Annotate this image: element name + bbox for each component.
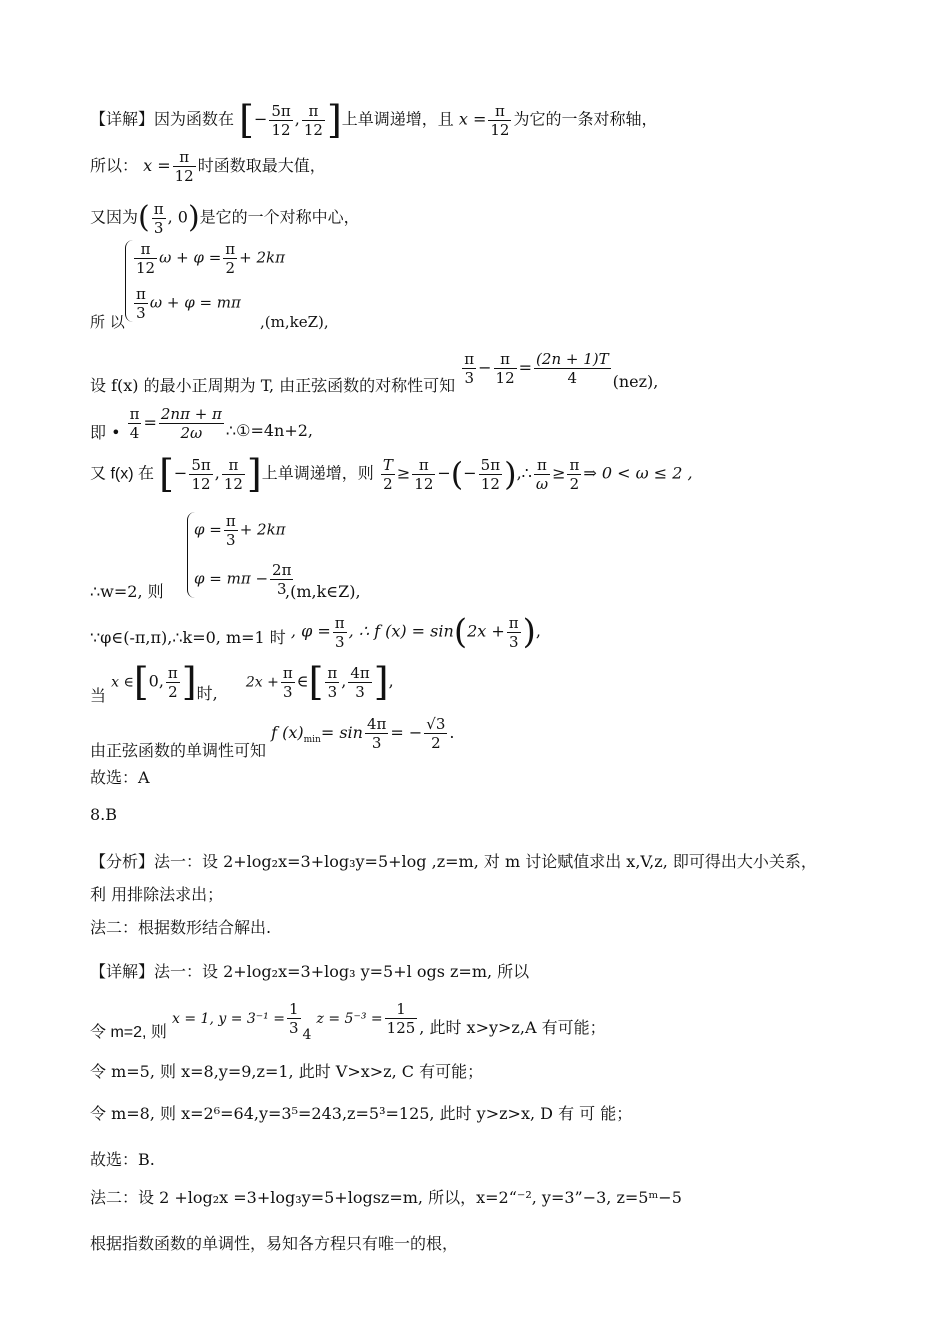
text-range: ,(m,keZ), xyxy=(260,313,329,331)
minus: − xyxy=(173,463,188,483)
equals: = xyxy=(143,413,157,432)
detail-line-10: 当 x ∈[0, $\frac{\pi}{2}$ ]时, 2x + $\frac{\pi}{3}$ ∈[ $\frac{\pi}{3}$ , $\frac{4\pi}{3}$ ], xyxy=(90,660,394,705)
minus-sign: − xyxy=(253,109,268,129)
fraction-pi-12-axis: $\frac{\pi}{12}$ xyxy=(490,101,510,139)
detail-line-8 xyxy=(90,582,890,602)
fraction-pi-12: $\frac{\pi}{12}$ xyxy=(174,148,194,185)
text-omega-result: ∴①=4n+2, xyxy=(225,421,314,440)
x-equals: x = xyxy=(458,109,487,129)
analysis-line-3: 法二：根据数形结合解出. xyxy=(90,918,272,937)
system-row-1: $\frac{\pi}{12}$ ω + φ = $\frac{\pi}{2}$ + 2kπ xyxy=(136,240,285,277)
fraction-pi-12: $\frac{\pi}{12}$ xyxy=(303,101,323,139)
text-period: 设 f(x) 的最小正周期为 T, 由正弦函数的对称性可知 xyxy=(90,376,456,395)
x-equals: x = xyxy=(143,156,171,175)
text-w2-then: ∴w=2, 则 xyxy=(90,582,164,601)
problem-number-8: 8.B xyxy=(90,805,118,824)
detail-b-line-3: 令 m=5, 则 x=8,y=9,z=1, 此时 V>x>z, C 有可能； xyxy=(90,1062,484,1081)
system-row-2: $\frac{\pi}{3}$ ω + φ = mπ xyxy=(136,285,241,322)
text-when: 当 xyxy=(90,685,107,705)
fraction-5pi-12: $\frac{5\pi}{12}$ xyxy=(271,101,291,139)
text-max: 时函数取最大值， xyxy=(197,156,326,175)
method-two-line-2: 根据指数函数的单调性，易知各方程只有唯一的根， xyxy=(90,1234,459,1253)
fraction-pi-3: $\frac{\pi}{3}$ xyxy=(464,350,475,387)
method-two-line-1: 法二：设 2 +log₂x =3+log₃y=5+logsz=m, 所以，x=2“⁻², y=3”−3, z=5ᵐ−5 xyxy=(90,1188,682,1207)
minus: − xyxy=(478,358,492,377)
equals: = xyxy=(518,358,533,377)
detail-b-line-1: 【详解】法一：设 2+log₂x=3+log₃ y=5+l ogs z=m, 所以 xyxy=(90,962,530,981)
detail-line-2 xyxy=(90,148,890,185)
detail-line-6 xyxy=(90,405,890,442)
detail-line-3: 又因为( $\frac{\pi}{3}$ , 0)是它的一个对称中心， xyxy=(90,199,360,237)
text-also-f: 又 f(x) 在 xyxy=(90,465,154,483)
text-nez: (nez), xyxy=(612,372,659,391)
text-monotonic: 由正弦函数的单调性可知 xyxy=(90,741,267,760)
text-center: 是它的一个对称中心， xyxy=(199,207,360,227)
fraction-pi-3: $\frac{\pi}{3}$ xyxy=(153,199,164,237)
answer-line-a: 故选：A xyxy=(90,768,150,787)
equation-system-1 xyxy=(125,240,285,322)
detail-label: 【详解】因为函数在 xyxy=(90,109,235,129)
detail-line-9: ∵φ∈(-π,π),∴k=0, m=1 时 , φ = $\frac{\pi}{3}$ , ∴ f (x) = sin(2x + $\frac{\pi}{3}$ ), xyxy=(90,612,541,652)
zero: , 0 xyxy=(167,207,188,227)
text-axis: 为它的一条对称轴， xyxy=(513,109,658,129)
detail-line-11: 由正弦函数的单调性可知 f $(x)_{min}= \sin$ $\frac{4\pi}{3}$ = − $\frac{√3}{2}$ . xyxy=(90,715,455,760)
text-phi-range: ∵φ∈(-π,π),∴k=0, m=1 时 xyxy=(90,627,286,647)
text-increasing: 上单调递增，且 xyxy=(341,109,454,129)
text-mk-range: ,(m,k∈Z), xyxy=(285,582,361,601)
analysis-line-2: 利 用排除法求出； xyxy=(90,885,224,904)
detail-b-line-2: 令 m=2, 则 x = 1, y = 3⁻¹ = $\frac{1}{3}$ 4 z = 5⁻³ = $\frac{1}{125}$ , 此时 x>y>z,A 有可能； xyxy=(90,1000,606,1043)
text-let-m2: 令 m=2, 则 xyxy=(90,1024,167,1041)
system2-row-2: φ = mπ − $\frac{2\pi}{3}$ xyxy=(194,561,292,598)
detail-line-7: 又 f(x) 在 [− $\frac{5\pi}{12}$ , $\frac{\pi}{12}$ ]上单调递增，则 $\frac{T}{2}$ ≥ $\frac{\pi}{12}$ −(− $\frac{5\pi}{12}$ ),∴ $\frac{\pi}{\omega}$ ≥ $\frac{\pi}{2}$ ⇒ 0 < ω ≤ 2 , xyxy=(90,452,693,496)
right-bracket: ] xyxy=(326,98,342,142)
fraction-pi-4: $\frac{\pi}{4}$ xyxy=(129,405,140,442)
inequality-omega: ⇒ 0 < ω ≤ 2 , xyxy=(583,463,693,483)
answer-line-b: 故选：B. xyxy=(90,1150,155,1169)
left-bracket: [ xyxy=(239,98,254,142)
detail-b-line-4: 令 m=8, 则 x=2⁶=64,y=3⁵=243,z=5³=125, 此时 y>z>x, D 有 可 能； xyxy=(90,1104,633,1123)
analysis-line-1: 【分析】法一：设 2+log₂x=3+log₃y=5+log ,z=m, 对 m 讨论赋值求出 x,V,z, 即可得出大小关系， xyxy=(90,852,817,871)
text-so-spaced: 所 以 xyxy=(90,313,125,331)
text-increasing-then: 上单调递增，则 xyxy=(261,463,374,483)
text-so: 所以： xyxy=(90,156,139,175)
fraction-2n1T-4: $\frac{(2n + 1)T}{4}$ xyxy=(536,350,609,387)
fraction-2npi-2w: $\frac{2n\pi + \pi}{2\omega}$ xyxy=(160,405,222,442)
comma: , xyxy=(294,109,300,129)
detail-line-1 xyxy=(90,100,890,140)
detail-line-4 xyxy=(90,312,890,332)
detail-line-5 xyxy=(90,350,890,395)
text-because: 又因为 xyxy=(90,207,139,227)
system2-row-1: φ = $\frac{\pi}{3}$ + 2kπ xyxy=(194,512,286,549)
fraction-pi-12: $\frac{\pi}{12}$ xyxy=(495,350,515,387)
text-namely: 即 • xyxy=(90,423,121,442)
